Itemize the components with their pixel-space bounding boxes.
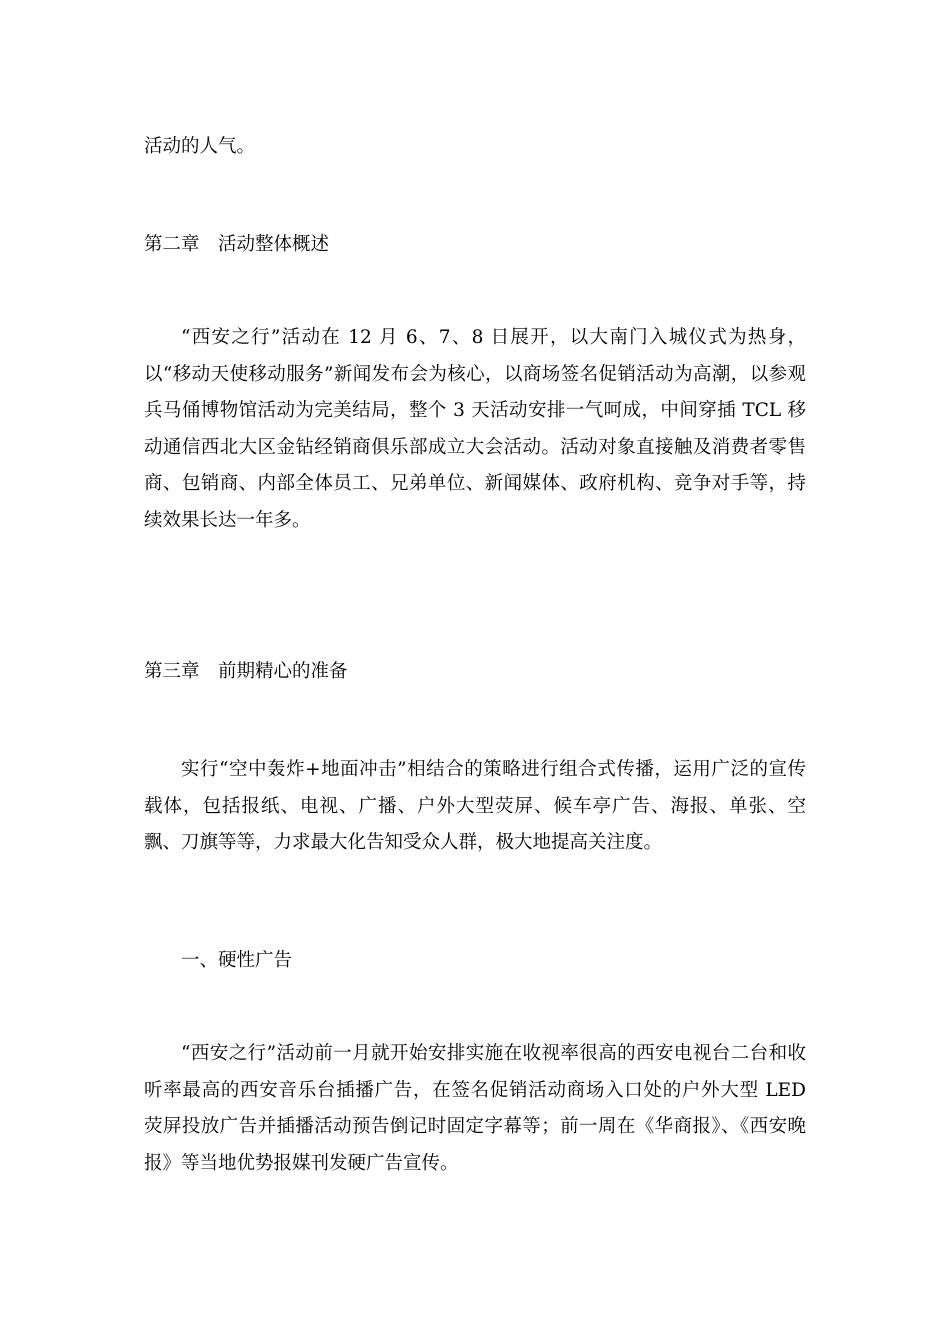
chapter-3-paragraph: 实行“空中轰炸+地面冲击”相结合的策略进行组合式传播，运用广泛的宣传载体，包括报纸、电视、广播、户外大型荧屏、候车亭广告、海报、单张、空飘、刀旗等等，力求最大化告知受众人群，极大地提高关注度。 bbox=[144, 759, 806, 853]
section-1-paragraph: “西安之行”活动前一月就开始安排实施在收视率很高的西安电视台二台和收听率最高的西安音乐台插播广告，在签名促销活动商场入口处的户外大型 LED 荧屏投放广告并插播活动预告倒记时固定字幕等；前一周在《华商报》、《西安晚报》等当地优势报媒刊发硬广告宣传。 bbox=[144, 1043, 806, 1174]
chapter-2-heading: 第二章 活动整体概述 bbox=[144, 234, 330, 255]
chapter-2-paragraph: “西安之行”活动在 12 月 6、7、8 日展开，以大南门入城仪式为热身，以“移动天使移动服务”新闻发布会为核心，以商场签名促销活动为高潮，以参观兵马俑博物馆活动为完美结局，整个 3 天活动安排一气呵成，中间穿插 TCL 移动通信西北大区金钻经销商俱乐部成立大会活动。活动对象直接触及消费者零售商、包销商、内部全体员工、兄弟单位、新闻媒体、政府机构、竞争对手等，持续效果长达一年多。 bbox=[144, 327, 806, 531]
chapter-3-heading: 第三章 前期精心的准备 bbox=[144, 661, 348, 682]
section-1-heading: 一、硬性广告 bbox=[181, 950, 293, 971]
continuation-text: 活动的人气。 bbox=[144, 136, 256, 157]
